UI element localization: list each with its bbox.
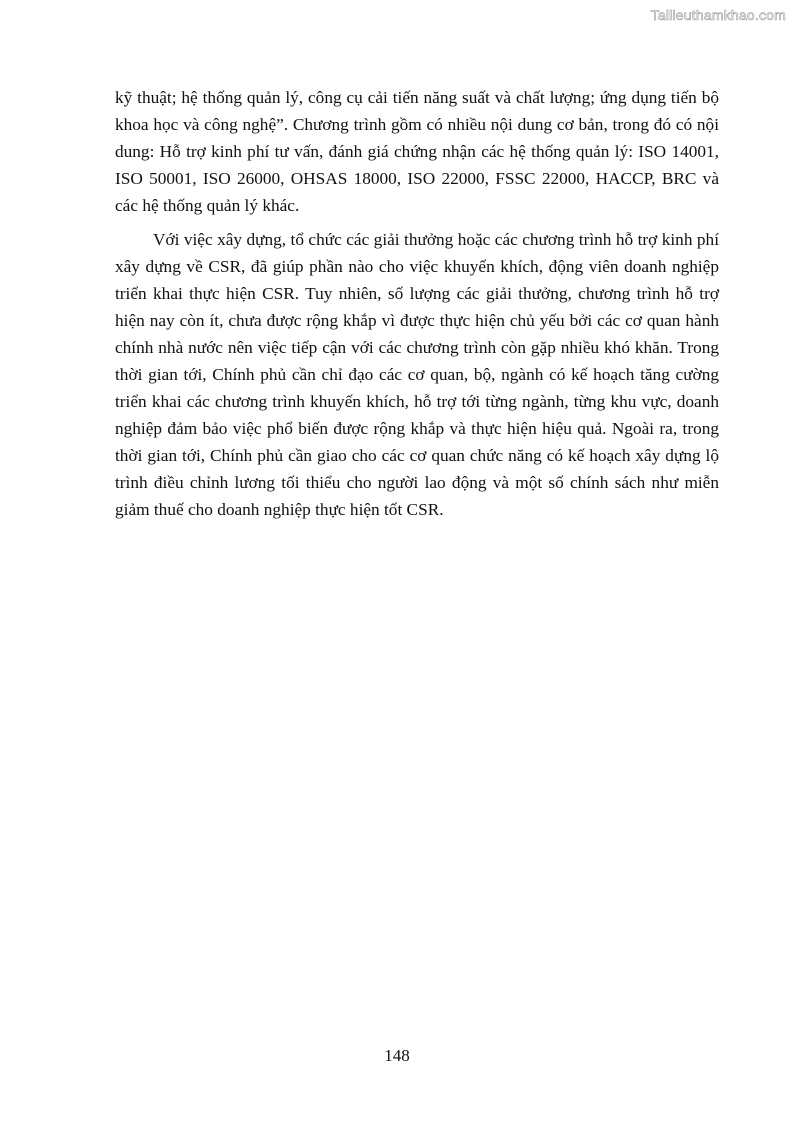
paragraph-continuation: kỹ thuật; hệ thống quản lý, công cụ cải tiến năng suất và chất lượng; ứng dụng tiến bộ khoa học và công nghệ”. Chương trình gồm có nhiều nội dung cơ bản, trong đó có nội dung: Hỗ trợ kinh phí tư vấn, đánh giá chứng nhận các hệ thống quản lý: ISO 14001, ISO 50001, ISO 26000, OHSAS 18000, ISO 22000, FSSC 22000, HACCP, BRC và các hệ thống quản lý khác. [115, 88, 719, 215]
document-body [115, 84, 719, 523]
page-number: 148 [384, 1046, 410, 1065]
paragraph-csr-recommendation: Với việc xây dựng, tổ chức các giải thưởng hoặc các chương trình hỗ trợ kinh phí xây dựng về CSR, đã giúp phần nào cho việc khuyến khích, động viên doanh nghiệp triển khai thực hiện CSR. Tuy nhiên, số lượng các giải thưởng, chương trình hỗ trợ hiện nay còn ít, chưa được rộng khắp vì được thực hiện chủ yếu bởi các cơ quan hành chính nhà nước nên việc tiếp cận với các chương trình còn gặp nhiều khó khăn. Trong thời gian tới, Chính phủ cần chỉ đạo các cơ quan, bộ, ngành có kế hoạch tăng cường triển khai các chương trình khuyến khích, hỗ trợ tới từng ngành, từng khu vực, doanh nghiệp đảm bảo việc phổ biến được rộng khắp và thực hiện hiệu quả. Ngoài ra, trong thời gian tới, Chính phủ cần giao cho các cơ quan chức năng có kế hoạch xây dựng lộ trình điều chỉnh lương tối thiểu cho người lao động và một số chính sách như miễn giảm thuế cho doanh nghiệp thực hiện tốt CSR. [115, 230, 719, 519]
watermark-text: Tailieuthamkhao.com [650, 7, 786, 23]
